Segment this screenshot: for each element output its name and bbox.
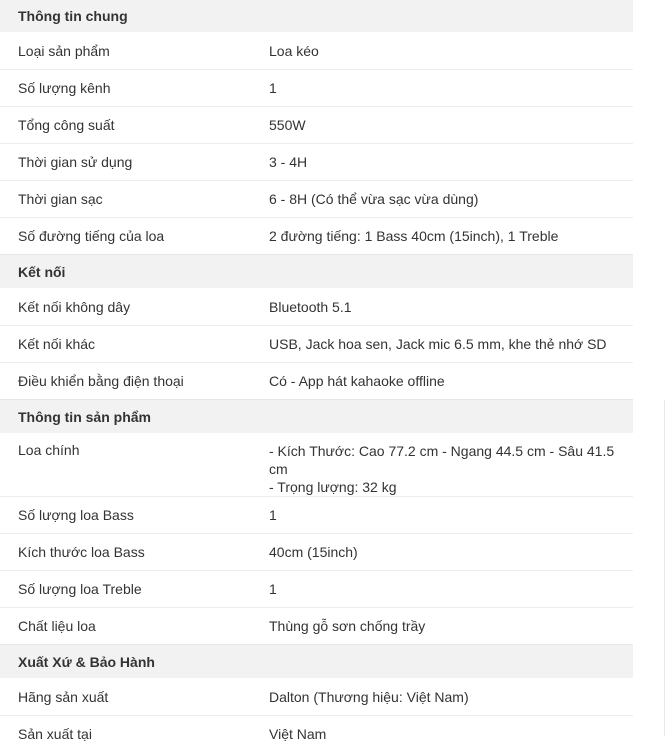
section-header-general[interactable]: Thông tin chung [0, 0, 633, 32]
spec-row-material [0, 607, 633, 644]
spec-label: Kích thước loa Bass [18, 544, 145, 560]
spec-row-sound-ways [0, 217, 633, 254]
spec-row-phone-control [0, 362, 633, 399]
spec-row-usage-time [0, 143, 633, 180]
spec-value: 40cm (15inch) [269, 544, 358, 560]
spec-value: USB, Jack hoa sen, Jack mic 6.5 mm, khe thẻ nhớ SD [269, 336, 607, 352]
spec-label: Số lượng kênh [18, 80, 111, 96]
spec-label: Thời gian sử dụng [18, 154, 133, 170]
spec-label: Số lượng loa Treble [18, 581, 142, 597]
spec-row-manufacturer [0, 678, 633, 715]
spec-label: Sản xuất tại [18, 726, 92, 742]
spec-row-channel-count [0, 69, 633, 106]
spec-row-other-connections [0, 325, 633, 362]
spec-label: Điều khiển bằng điện thoại [18, 373, 184, 389]
spec-row-product-type [0, 32, 633, 69]
spec-label: Loại sản phẩm [18, 42, 110, 59]
spec-row-wireless [0, 288, 633, 325]
spec-label: Chất liệu loa [18, 618, 96, 634]
spec-row-made-in [0, 715, 633, 752]
section-header-product-info[interactable]: Thông tin sản phẩm [0, 399, 633, 433]
spec-value: Thùng gỗ sơn chống trầy [269, 618, 426, 634]
spec-value [269, 442, 633, 496]
spec-row-charging-time [0, 180, 633, 217]
scroll-edge-divider [664, 400, 665, 736]
spec-value: 1 [269, 80, 277, 96]
spec-label: Hãng sản xuất [18, 688, 109, 705]
spec-value: Có - App hát kahaoke offline [269, 373, 445, 389]
spec-row-bass-size [0, 533, 633, 570]
spec-label: Kết nối khác [18, 336, 96, 352]
spec-label: Số đường tiếng của loa [18, 228, 165, 244]
spec-row-bass-count [0, 496, 633, 533]
spec-row-total-power [0, 106, 633, 143]
spec-value: Dalton (Thương hiệu: Việt Nam) [269, 688, 469, 705]
spec-value: 3 - 4H [269, 154, 308, 170]
spec-label: Loa chính [18, 442, 80, 458]
spec-value: Việt Nam [269, 726, 327, 742]
spec-value: 2 đường tiếng: 1 Bass 40cm (15inch), 1 Treble [269, 228, 559, 244]
spec-value-line-weight: - Trọng lượng: 32 kg [269, 479, 397, 495]
spec-value: 550W [269, 117, 306, 133]
spec-label: Thời gian sạc [18, 191, 103, 207]
spec-label: Số lượng loa Bass [18, 507, 134, 523]
spec-value: Bluetooth 5.1 [269, 298, 352, 315]
section-header-connectivity[interactable]: Kết nối [0, 254, 633, 288]
spec-value-line-dimensions: - Kích Thước: Cao 77.2 cm - Ngang 44.5 cm - Sâu 41.5 cm [269, 443, 615, 477]
spec-label: Tổng công suất [18, 117, 115, 133]
spec-value: 6 - 8H (Có thể vừa sạc vừa dùng) [269, 191, 479, 207]
spec-value: 1 [269, 507, 277, 523]
spec-row-main-speaker [0, 433, 633, 496]
spec-value: 1 [269, 581, 277, 597]
spec-label: Kết nối không dây [18, 298, 131, 315]
section-header-origin-warranty[interactable]: Xuất Xứ & Bảo Hành [0, 644, 633, 678]
spec-row-treble-count [0, 570, 633, 607]
spec-value: Loa kéo [269, 42, 319, 59]
